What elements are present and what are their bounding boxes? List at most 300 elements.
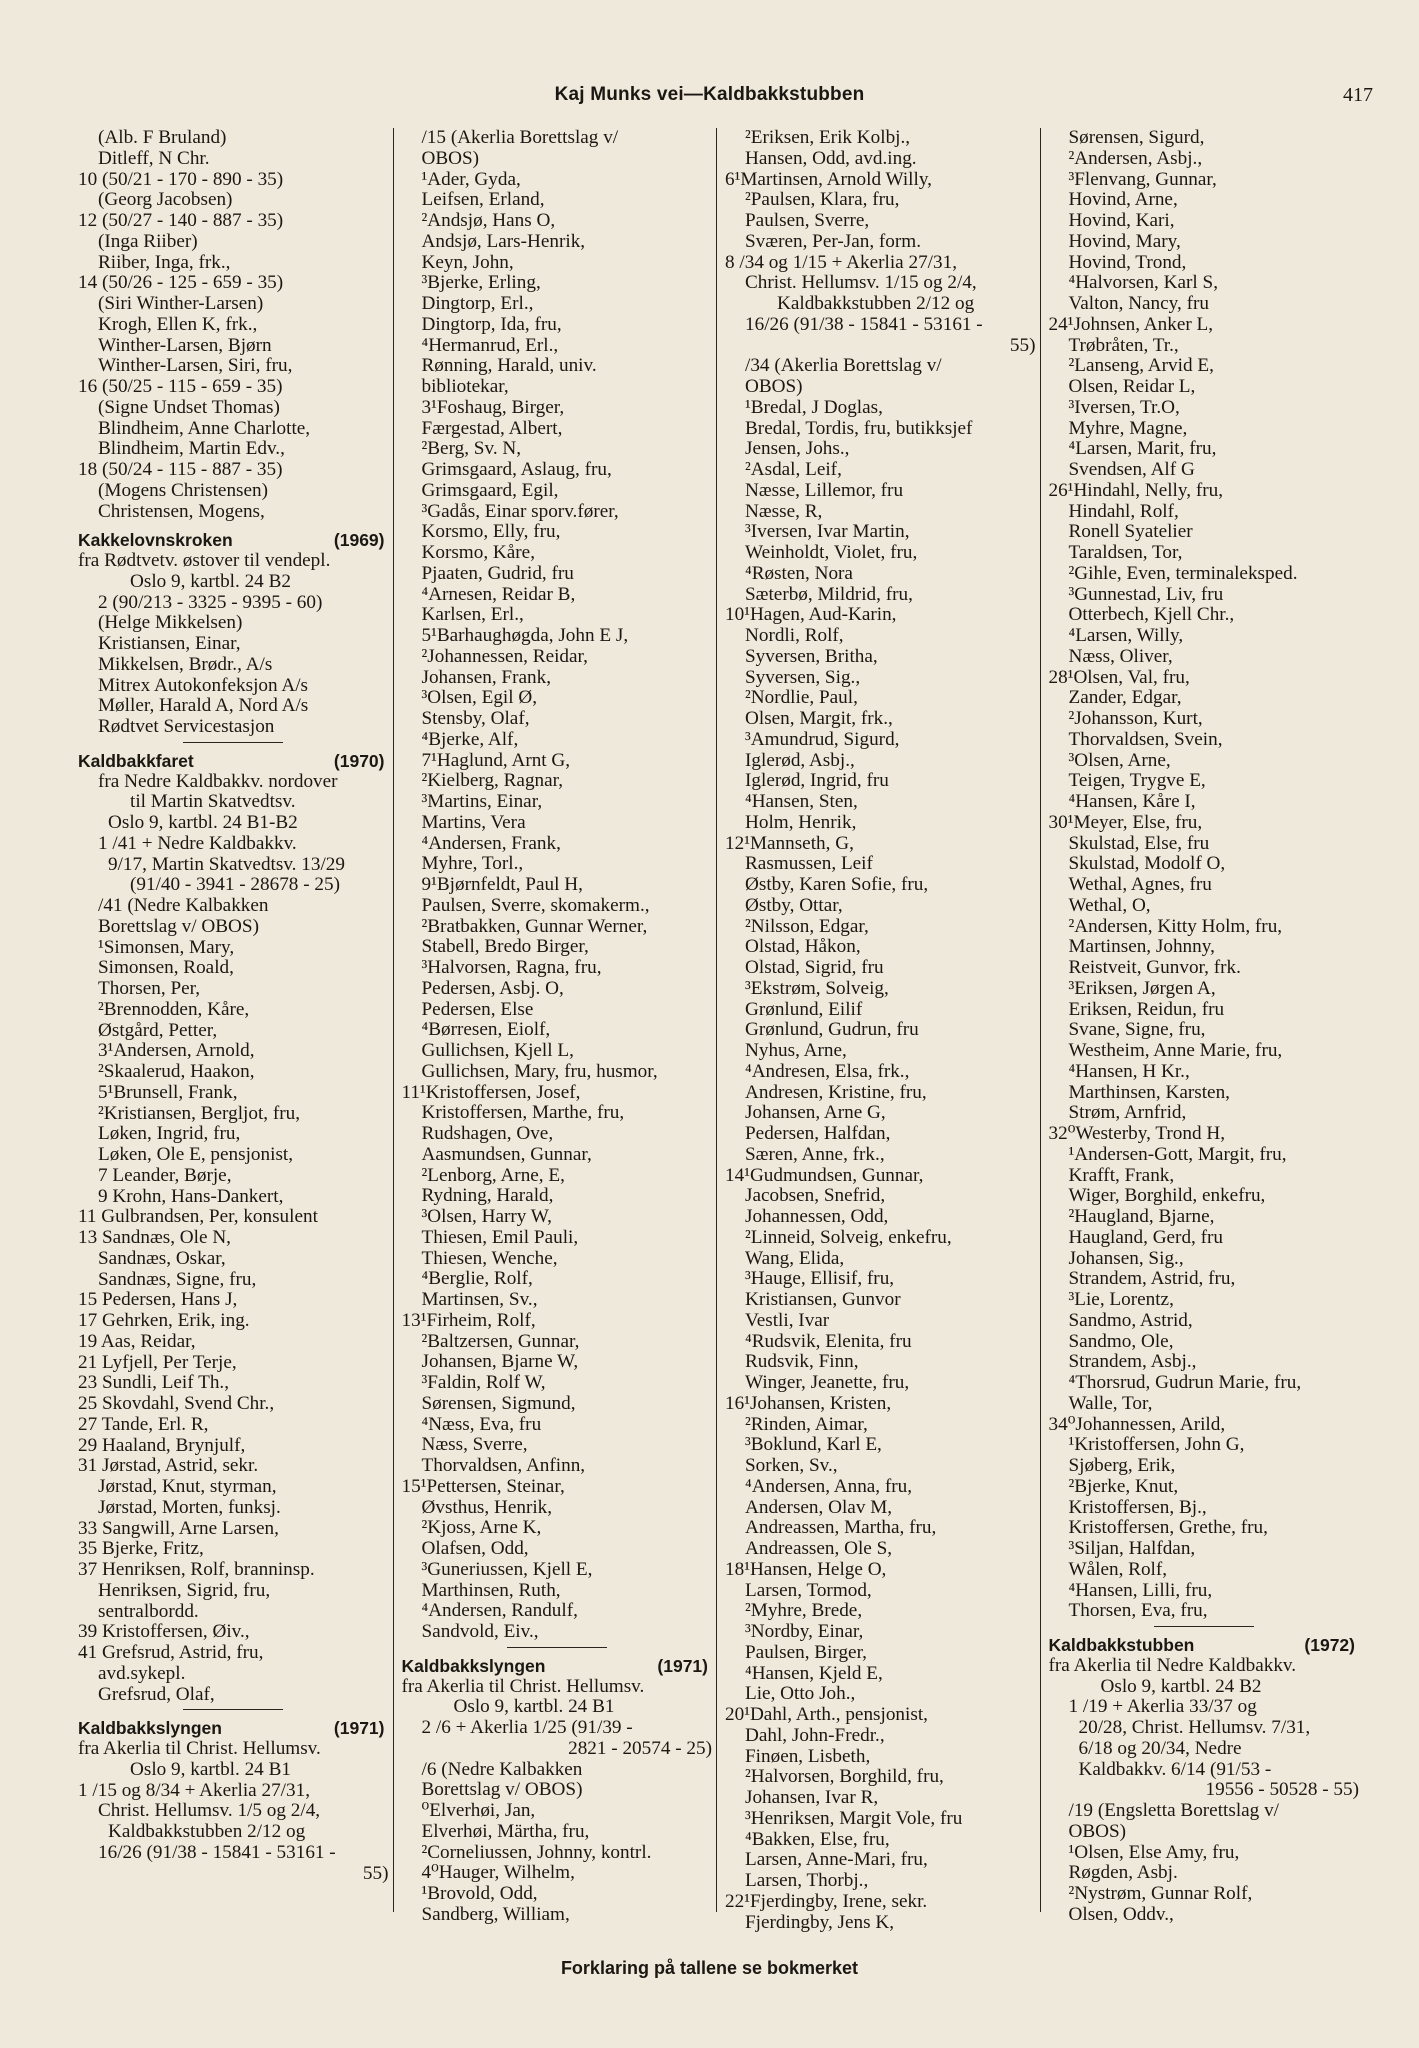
listing-line: Kristiansen, Einar, xyxy=(98,633,241,654)
listing-line: 13¹Firheim, Rolf, xyxy=(401,1309,536,1331)
listing-line: Olsen, Reidar L, xyxy=(1068,376,1196,397)
listing-line: Lie, Otto Joh., xyxy=(745,1683,856,1705)
listing-line: ³Guneriussen, Kjell E, xyxy=(421,1558,593,1580)
listing-line: ³Henriksen, Margit Vole, fru xyxy=(745,1807,963,1829)
listing-line: Olstad, Sigrid, fru xyxy=(745,957,884,978)
listing-line: Grefsrud, Olaf, xyxy=(98,1683,215,1705)
listing-line: Pedersen, Halfdan, xyxy=(745,1123,891,1144)
listing-line: Wålen, Rolf, xyxy=(1068,1558,1168,1580)
listing-line: ³Halvorsen, Ragna, fru, xyxy=(421,957,602,978)
listing-line: Sværen, Per-Jan, form. xyxy=(745,230,922,252)
listing-line: ²Andersen, Kitty Holm, fru, xyxy=(1068,915,1283,937)
listing-line: Østby, Karen Sofie, fru, xyxy=(745,874,929,895)
listing-line: 39 Kristoffersen, Øiv., xyxy=(78,1621,250,1643)
listing-line: 12¹Mannseth, G, xyxy=(725,832,854,854)
listing-line: Korsmo, Kåre, xyxy=(421,542,535,563)
listing-line: 16/26 (91/38 - 15841 - 53161 - xyxy=(98,1841,336,1863)
listing-line: Kristoffersen, Grethe, fru, xyxy=(1068,1517,1268,1539)
listing-line: Jørstad, Morten, funksj. xyxy=(98,1496,281,1518)
listing-line: ³Martins, Einar, xyxy=(421,791,543,812)
section-divider xyxy=(183,1709,283,1710)
listing-line: Winger, Jeanette, fru, xyxy=(745,1372,910,1393)
listing-line: 16 (50/25 - 115 - 659 - 35) xyxy=(78,376,283,397)
listing-line: (91/40 - 3941 - 28678 - 25) xyxy=(130,874,340,896)
listing-line: Johansen, Sig., xyxy=(1068,1247,1184,1269)
listing-line: Grønlund, Gudrun, fru xyxy=(745,1019,919,1041)
listing-line: 25 Skovdahl, Svend Chr., xyxy=(78,1393,275,1414)
listing-line: Nordli, Rolf, xyxy=(745,625,844,646)
listing-line: 5¹Brunsell, Frank, xyxy=(98,1081,238,1103)
listing-line: Myhre, Torl., xyxy=(421,853,524,875)
listing-line: fra Akerlia til Christ. Hellumsv. xyxy=(78,1738,321,1759)
listing-line: 10¹Hagen, Aud-Karin, xyxy=(725,604,897,626)
listing-line: Hovind, Mary, xyxy=(1068,230,1181,252)
listing-line: (Inga Riiber) xyxy=(98,230,198,252)
listing-line: 1 /41 + Nedre Kaldbakkv. xyxy=(98,832,297,854)
listing-line: Sandmo, Astrid, xyxy=(1068,1309,1193,1331)
listing-line: Johansen, Frank, xyxy=(421,666,551,688)
listing-line: Borettslag v/ OBOS) xyxy=(421,1779,583,1801)
listing-line: Mikkelsen, Brødr., A/s xyxy=(98,653,273,675)
listing-line: Blindheim, Martin Edv., xyxy=(98,438,285,460)
listing-line: Weinholdt, Violet, fru, xyxy=(745,542,918,563)
listing-line: Thorsen, Per, xyxy=(98,978,201,999)
listing-line: Paulsen, Sverre, xyxy=(745,210,870,231)
listing-line: Christ. Hellumsv. 1/5 og 2/4, xyxy=(98,1800,321,1822)
listing-line: Wiger, Borghild, enkefru, xyxy=(1068,1185,1266,1207)
listing-line: Sandmo, Ole, xyxy=(1068,1330,1174,1352)
listing-line: ⁴Arnesen, Reidar B, xyxy=(421,583,576,605)
listing-line: 18 (50/24 - 115 - 887 - 35) xyxy=(78,459,283,480)
listing-line: Strandem, Astrid, fru, xyxy=(1068,1268,1236,1290)
listing-line: Røgden, Asbj. xyxy=(1068,1862,1178,1884)
listing-line: ²Andsjø, Hans O, xyxy=(421,210,556,231)
listing-line: 7¹Haglund, Arnt G, xyxy=(421,749,571,771)
listing-line: 24¹Johnsen, Anker L, xyxy=(1048,313,1214,335)
section-divider xyxy=(1154,1626,1254,1627)
listing-line: ²Brennodden, Kåre, xyxy=(98,998,250,1020)
listing-line: Leifsen, Erland, xyxy=(421,189,545,211)
listing-line: Løken, Ole E, pensjonist, xyxy=(98,1144,294,1165)
listing-line: 11 Gulbrandsen, Per, konsulent xyxy=(78,1206,318,1228)
listing-line: Pjaaten, Gudrid, fru xyxy=(421,562,574,584)
listing-line: Walle, Tor, xyxy=(1068,1392,1153,1414)
listing-line: 16/26 (91/38 - 15841 - 53161 - xyxy=(745,313,983,335)
listing-line: /41 (Nedre Kalbakken xyxy=(98,895,269,916)
listing-line: Thorsen, Eva, fru, xyxy=(1068,1600,1208,1622)
listing-line: ⁴Røsten, Nora xyxy=(745,562,853,584)
listing-line: Ditleff, N Chr. xyxy=(98,147,210,169)
listing-line: Korsmo, Elly, fru, xyxy=(421,521,561,543)
listing-line: 32⁰Westerby, Trond H, xyxy=(1048,1123,1226,1144)
listing-line: 6¹Martinsen, Arnold Willy, xyxy=(725,168,932,190)
listing-line: 21 Lyfjell, Per Terje, xyxy=(78,1351,237,1373)
listing-line: (Alb. F Bruland) xyxy=(98,127,227,148)
listing-line: Grimsgaard, Aslaug, fru, xyxy=(421,459,612,480)
listing-line: Olstad, Håkon, xyxy=(745,936,861,958)
listing-line: Bredal, Tordis, fru, butikksjef xyxy=(745,417,973,439)
listing-line: ²Asdal, Leif, xyxy=(745,459,842,480)
listing-line: 3¹Andersen, Arnold, xyxy=(98,1040,255,1062)
listing-line: Kaldbakkstubben 2/12 og xyxy=(108,1821,306,1842)
listing-line: Sjøberg, Erik, xyxy=(1068,1455,1176,1476)
listing-line: Finøen, Lisbeth, xyxy=(745,1745,871,1767)
listing-line: ⁴Halvorsen, Karl S, xyxy=(1068,272,1218,294)
listing-line: Grimsgaard, Egil, xyxy=(421,479,559,501)
listing-line: ²Kristiansen, Bergljot, fru, xyxy=(98,1102,301,1124)
listing-line: Dingtorp, Erl., xyxy=(421,293,534,314)
listing-line: Strandem, Asbj., xyxy=(1068,1351,1197,1373)
listing-line: Kristiansen, Gunvor xyxy=(745,1289,901,1310)
listing-line: ⁴Berglie, Rolf, xyxy=(421,1268,533,1290)
listing-line: ¹Bredal, J Doglas, xyxy=(745,396,883,418)
street-heading xyxy=(78,1718,389,1739)
listing-line: 20¹Dahl, Arth., pensjonist, xyxy=(725,1704,928,1725)
listing-line: ³Olsen, Harry W, xyxy=(421,1206,552,1227)
listing-line: ³Eriksen, Jørgen A, xyxy=(1068,977,1216,999)
listing-line: 33 Sangwill, Arne Larsen, xyxy=(78,1517,279,1539)
listing-line: ³Gunnestad, Liv, fru xyxy=(1068,583,1224,605)
listing-line: 3¹Foshaug, Birger, xyxy=(421,396,565,418)
listing-line: Paulsen, Birger, xyxy=(745,1641,867,1663)
listing-line: Krogh, Ellen K, frk., xyxy=(98,313,258,335)
listing-line: 35 Bjerke, Fritz, xyxy=(78,1538,204,1560)
listing-line: Krafft, Frank, xyxy=(1068,1164,1175,1186)
listing-line: Marthinsen, Ruth, xyxy=(421,1579,561,1601)
street-heading xyxy=(78,530,389,551)
listing-line: Rydning, Harald, xyxy=(421,1185,554,1207)
listing-line: Wethal, O, xyxy=(1068,894,1151,916)
listing-line: Hindahl, Rolf, xyxy=(1068,500,1179,522)
listing-line: ²Baltzersen, Gunnar, xyxy=(421,1330,580,1352)
listing-line: Oslo 9, kartbl. 24 B2 xyxy=(1100,1675,1262,1697)
listing-line: ²Linneid, Solveig, enkefru, xyxy=(745,1226,952,1248)
listing-line: 9¹Bjørnfeldt, Paul H, xyxy=(421,874,583,895)
listing-line: 2821 - 20574 - 25) xyxy=(568,1737,712,1759)
listing-line: Dingtorp, Ida, fru, xyxy=(421,313,562,335)
listing-line: ⁴Bakken, Else, fru, xyxy=(745,1828,890,1850)
listing-line: Andersen, Olav M, xyxy=(745,1496,893,1518)
listing-line: (Helge Mikkelsen) xyxy=(98,612,243,634)
listing-line: Reistveit, Gunvor, frk. xyxy=(1068,957,1241,978)
listing-line: Stabell, Bredo Birger, xyxy=(421,936,589,958)
running-head: Kaj Munks vei—Kaldbakkstubben xyxy=(554,84,865,105)
street-number: (1971) xyxy=(657,1655,708,1676)
listing-line: ⁴Næss, Eva, fru xyxy=(421,1413,542,1435)
listing-line: 55) xyxy=(1009,334,1036,356)
listing-line: 20/28, Christ. Hellumsv. 7/31, xyxy=(1078,1717,1311,1738)
listing-line: ⁴Larsen, Willy, xyxy=(1068,625,1184,646)
listing-line: 14¹Gudmundsen, Gunnar, xyxy=(725,1164,924,1186)
listing-line: ⁴Børresen, Eiolf, xyxy=(421,1019,551,1041)
street-heading xyxy=(402,1656,713,1677)
column-3 xyxy=(725,127,1041,1933)
listing-line: fra Akerlia til Nedre Kaldbakkv. xyxy=(1048,1654,1297,1676)
listing-line: fra Rødtvetv. østover til vendepl. xyxy=(78,550,331,571)
listing-line: Dahl, John-Fredr., xyxy=(745,1724,885,1746)
listing-line: ³Flenvang, Gunnar, xyxy=(1068,168,1217,190)
listing-line: Andsjø, Lars-Henrik, xyxy=(421,230,586,252)
listing-line: Jørstad, Knut, styrman, xyxy=(98,1476,277,1497)
listing-line: bibliotekar, xyxy=(421,376,509,397)
listing-line: 15¹Pettersen, Steinar, xyxy=(401,1475,565,1497)
street-name: Kaldbakkslyngen xyxy=(78,1718,222,1739)
page-header xyxy=(0,84,1419,114)
listing-line: Valton, Nancy, fru xyxy=(1068,293,1209,314)
listing-line: Gullichsen, Kjell L, xyxy=(421,1040,574,1061)
listing-line: Sandberg, William, xyxy=(421,1903,570,1925)
listing-line: Elverhøi, Märtha, fru, xyxy=(421,1820,590,1842)
listing-line: ²Johansson, Kurt, xyxy=(1068,708,1203,729)
listing-line: Thorvaldsen, Anfinn, xyxy=(421,1455,586,1476)
listing-line: ²Nystrøm, Gunnar Rolf, xyxy=(1068,1883,1253,1904)
listing-line: ²Kjoss, Arne K, xyxy=(421,1517,542,1539)
listing-line: Jacobsen, Snefrid, xyxy=(745,1185,886,1207)
listing-line: ¹Simonsen, Mary, xyxy=(98,936,235,958)
listing-line: ⁴Hansen, Sten, xyxy=(745,791,858,812)
listing-line: ³Bjerke, Erling, xyxy=(421,272,541,294)
listing-line: Karlsen, Erl., xyxy=(421,604,524,626)
listing-line: ³Amundrud, Sigurd, xyxy=(745,728,900,750)
listing-line: ³Siljan, Halfdan, xyxy=(1068,1538,1196,1559)
listing-line: ³Olsen, Arne, xyxy=(1068,749,1171,771)
listing-line: Næsse, Lillemor, fru xyxy=(745,479,904,501)
listing-line: Strøm, Arnfrid, xyxy=(1068,1102,1187,1124)
listing-line: Myhre, Magne, xyxy=(1068,417,1188,439)
listing-line: ³Faldin, Rolf W, xyxy=(421,1372,546,1393)
listing-line: 19 Aas, Reidar, xyxy=(78,1330,196,1352)
listing-line: Eriksen, Reidun, fru xyxy=(1068,998,1225,1020)
listing-line: Nyhus, Arne, xyxy=(745,1040,847,1061)
listing-line: Sandnæs, Signe, fru, xyxy=(98,1268,257,1290)
street-name: Kaldbakkstubben xyxy=(1048,1635,1195,1655)
listing-line: 12 (50/27 - 140 - 887 - 35) xyxy=(78,210,284,231)
listing-line: ⁴Hansen, Kjeld E, xyxy=(745,1662,883,1684)
listing-line: Ronell Syatelier xyxy=(1068,521,1193,543)
listing-line: Johansen, Ivar R, xyxy=(745,1787,879,1808)
listing-line: 13 Sandnæs, Ole N, xyxy=(78,1227,231,1248)
listing-line: ³Iversen, Ivar Martin, xyxy=(745,521,910,543)
street-number: (1972) xyxy=(1304,1635,1355,1655)
listing-line: Zander, Edgar, xyxy=(1068,687,1182,709)
listing-line: ⁴Hermanrud, Erl., xyxy=(421,334,559,356)
listing-line: ⁰Elverhøi, Jan, xyxy=(421,1800,536,1821)
listing-line: ³Hauge, Ellisif, fru, xyxy=(745,1268,895,1290)
listing-line: Pedersen, Asbj. O, xyxy=(421,977,564,999)
listing-line: Taraldsen, Tor, xyxy=(1068,542,1183,563)
listing-line: Svane, Signe, fru, xyxy=(1068,1019,1206,1041)
listing-line: Sandnæs, Oskar, xyxy=(98,1247,226,1269)
listing-line: Skulstad, Else, fru xyxy=(1068,832,1210,854)
listing-line: Møller, Harald A, Nord A/s xyxy=(98,695,309,717)
street-heading xyxy=(1049,1635,1360,1656)
listing-line: /15 (Akerlia Borettslag v/ xyxy=(421,127,619,148)
listing-line: ²Berg, Sv. N, xyxy=(421,438,522,460)
listing-line: Kaldbakkstubben 2/12 og xyxy=(777,293,975,314)
listing-line: 27 Tande, Erl. R, xyxy=(78,1413,209,1435)
listing-line: Martinsen, Sv., xyxy=(421,1289,538,1310)
listing-line: Winther-Larsen, Siri, fru, xyxy=(98,355,293,377)
listing-line: 9 Krohn, Hans-Dankert, xyxy=(98,1185,284,1207)
listing-line: ²Nilsson, Edgar, xyxy=(745,915,869,937)
listing-line: Borettslag v/ OBOS) xyxy=(98,915,259,937)
listing-line: Færgestad, Albert, xyxy=(421,417,563,439)
listing-line: Sandvold, Eiv., xyxy=(421,1621,539,1642)
listing-line: Fjerdingby, Jens K, xyxy=(745,1911,895,1933)
listing-line: ⁴Hansen, Kåre I, xyxy=(1068,791,1196,812)
listing-line: Larsen, Thorbj., xyxy=(745,1870,869,1891)
listing-line: Mitrex Autokonfeksjon A/s xyxy=(98,674,308,696)
street-name: Kakkelovnskroken xyxy=(78,530,233,551)
listing-line: Grønlund, Eilif xyxy=(745,998,863,1020)
listing-line: ²Corneliussen, Johnny, kontrl. xyxy=(421,1841,652,1863)
listing-line: 41 Grefsrud, Astrid, fru, xyxy=(78,1642,264,1663)
listing-line: 19556 - 50528 - 55) xyxy=(1205,1779,1359,1801)
listing-line: 37 Henriksen, Rolf, branninsp. xyxy=(78,1559,315,1580)
listing-line: Næss, Sverre, xyxy=(421,1434,528,1456)
listing-line: Winther-Larsen, Bjørn xyxy=(98,334,272,356)
page-number: 417 xyxy=(1343,84,1373,106)
listing-line: ¹Kristoffersen, John G, xyxy=(1068,1434,1245,1456)
listing-line: Syversen, Sig., xyxy=(745,666,861,688)
column-1 xyxy=(78,128,394,1912)
listing-line: Olafsen, Odd, xyxy=(421,1538,529,1559)
listing-line: 16¹Johansen, Kristen, xyxy=(725,1392,892,1414)
listing-line: Svendsen, Alf G xyxy=(1068,459,1195,480)
listing-line: ³Lie, Lorentz, xyxy=(1068,1289,1174,1310)
listing-line: ²Halvorsen, Borghild, fru, xyxy=(745,1766,944,1788)
listing-line: Thiesen, Wenche, xyxy=(421,1247,558,1269)
listing-line: Johansen, Arne G, xyxy=(745,1102,886,1124)
listing-line: Simonsen, Roald, xyxy=(98,957,234,979)
listing-line: ⁴Andersen, Randulf, xyxy=(421,1600,578,1622)
listing-line: Sørensen, Sigurd, xyxy=(1068,127,1205,148)
listing-line: ³Olsen, Egil Ø, xyxy=(421,687,538,709)
listing-line: Østby, Ottar, xyxy=(745,894,843,916)
listing-line: Haugland, Gerd, fru xyxy=(1068,1226,1224,1248)
listing-line: Hovind, Kari, xyxy=(1068,210,1175,231)
listing-line: Andresen, Kristine, fru, xyxy=(745,1081,927,1103)
column-2 xyxy=(401,127,718,1925)
listing-line: Riiber, Inga, frk., xyxy=(98,251,231,273)
listing-line: Paulsen, Sverre, skomakerm., xyxy=(421,894,650,916)
listing-line: Næsse, R, xyxy=(745,500,823,522)
listing-line: Oslo 9, kartbl. 24 B1-B2 xyxy=(108,812,298,833)
listing-line: Næss, Oliver, xyxy=(1068,645,1173,667)
listing-line: ¹Andersen-Gott, Margit, fru, xyxy=(1068,1143,1287,1165)
listing-line: 17 Gehrken, Erik, ing. xyxy=(78,1310,250,1331)
listing-line: ⁴Thorsrud, Gudrun Marie, fru, xyxy=(1068,1372,1302,1393)
listing-line: 31 Jørstad, Astrid, sekr. xyxy=(78,1455,259,1477)
listing-line: ³Iversen, Tr.O, xyxy=(1068,396,1180,418)
listing-line: Rudsvik, Finn, xyxy=(745,1351,859,1373)
listing-line: ²Paulsen, Klara, fru, xyxy=(745,189,900,211)
listing-line: Blindheim, Anne Charlotte, xyxy=(98,417,311,439)
listing-line: ²Bratbakken, Gunnar Werner, xyxy=(421,915,648,937)
listing-line: Wang, Elida, xyxy=(745,1247,845,1269)
listing-line: Martins, Vera xyxy=(421,811,526,833)
listing-line: Thorvaldsen, Svein, xyxy=(1068,728,1223,750)
listing-line: ²Lanseng, Arvid E, xyxy=(1068,355,1214,377)
listing-line: Iglerød, Asbj., xyxy=(745,749,855,771)
listing-line: Marthinsen, Karsten, xyxy=(1068,1081,1230,1103)
listing-line: ⁴Andresen, Elsa, frk., xyxy=(745,1060,910,1082)
listing-line: Kristoffersen, Marthe, fru, xyxy=(421,1102,625,1124)
listing-line: ²Lenborg, Arne, E, xyxy=(421,1164,565,1186)
listing-line: Sorken, Sv., xyxy=(745,1455,838,1476)
listing-line: ¹Ader, Gyda, xyxy=(421,168,521,190)
listing-line: Otterbech, Kjell Chr., xyxy=(1068,604,1235,626)
listing-line: 1 /19 + Akerlia 33/37 og xyxy=(1068,1696,1257,1718)
listing-line: (Signe Undset Thomas) xyxy=(98,396,280,418)
section-divider xyxy=(183,742,283,743)
listing-line: ²Myhre, Brede, xyxy=(745,1600,863,1622)
listing-line: Østgård, Petter, xyxy=(98,1019,218,1041)
street-number: (1969) xyxy=(333,530,385,551)
listing-line: ³Nordby, Einar, xyxy=(745,1621,864,1642)
listing-line: Wethal, Agnes, fru xyxy=(1068,874,1212,895)
listing-line: Holm, Henrik, xyxy=(745,811,857,833)
listing-line: /6 (Nedre Kalbakken xyxy=(421,1758,583,1780)
listing-line: Særen, Anne, frk., xyxy=(745,1143,885,1165)
listing-line: 5¹Barhaughøgda, John E J, xyxy=(421,625,629,646)
listing-line: Gullichsen, Mary, fru, husmor, xyxy=(421,1060,658,1082)
listing-line: ²Nordlie, Paul, xyxy=(745,687,858,709)
listing-line: Andreassen, Ole S, xyxy=(745,1538,893,1559)
listing-line: Stensby, Olaf, xyxy=(421,708,530,729)
listing-line: 14 (50/26 - 125 - 659 - 35) xyxy=(78,272,284,294)
listing-line: ²Kielberg, Ragnar, xyxy=(421,770,564,792)
listing-line: 2 (90/213 - 3325 - 9395 - 60) xyxy=(98,591,323,613)
listing-line: Rudshagen, Ove, xyxy=(421,1123,554,1144)
listing-line: Henriksen, Sigrid, fru, xyxy=(98,1579,271,1601)
listing-line: (Mogens Christensen) xyxy=(98,479,268,501)
listing-line: Trøbråten, Tr., xyxy=(1068,334,1179,356)
listing-line: ⁴Bjerke, Alf, xyxy=(421,728,519,750)
listing-line: Olsen, Margit, frk., xyxy=(745,708,893,729)
street-number: (1970) xyxy=(333,750,385,771)
listing-line: Skulstad, Modolf O, xyxy=(1068,853,1226,875)
listing-line: 28¹Olsen, Val, fru, xyxy=(1048,666,1190,688)
listing-line: 7 Leander, Børje, xyxy=(98,1164,232,1186)
listing-line: ²Bjerke, Knut, xyxy=(1068,1475,1179,1497)
listing-line: Hovind, Arne, xyxy=(1068,189,1178,211)
listing-line: OBOS) xyxy=(421,147,480,169)
listing-line: ⁴Andersen, Frank, xyxy=(421,832,561,854)
listing-line: ⁴Andersen, Anna, fru, xyxy=(745,1475,913,1497)
listing-line: ¹Brovold, Odd, xyxy=(421,1883,538,1904)
listing-line: ³Ekstrøm, Solveig, xyxy=(745,977,889,999)
listing-line: Rasmussen, Leif xyxy=(745,853,873,875)
listing-line: 15 Pedersen, Hans J, xyxy=(78,1289,238,1311)
listing-line: avd.sykepl. xyxy=(98,1662,186,1684)
listing-line: ²Johannessen, Reidar, xyxy=(421,645,588,667)
listing-line: Pedersen, Else xyxy=(421,998,534,1020)
directory-columns xyxy=(78,127,1363,1933)
listing-line: Rødtvet Servicestasjon xyxy=(98,716,275,737)
listing-line: Løken, Ingrid, fru, xyxy=(98,1123,241,1145)
listing-line: (Georg Jacobsen) xyxy=(98,189,233,211)
street-heading xyxy=(78,751,389,772)
listing-line: ¹Olsen, Else Amy, fru, xyxy=(1068,1841,1240,1863)
listing-line: til Martin Skatvedtsv. xyxy=(130,791,296,813)
listing-line: fra Akerlia til Christ. Hellumsv. xyxy=(401,1675,645,1697)
listing-line: Oslo 9, kartbl. 24 B2 xyxy=(130,570,291,592)
listing-line: Johannessen, Odd, xyxy=(745,1206,889,1227)
listing-line: 30¹Meyer, Else, fru, xyxy=(1048,811,1203,833)
listing-line: 11¹Kristoffersen, Josef, xyxy=(401,1081,581,1103)
listing-line: ³Gadås, Einar sporv.fører, xyxy=(421,500,619,522)
